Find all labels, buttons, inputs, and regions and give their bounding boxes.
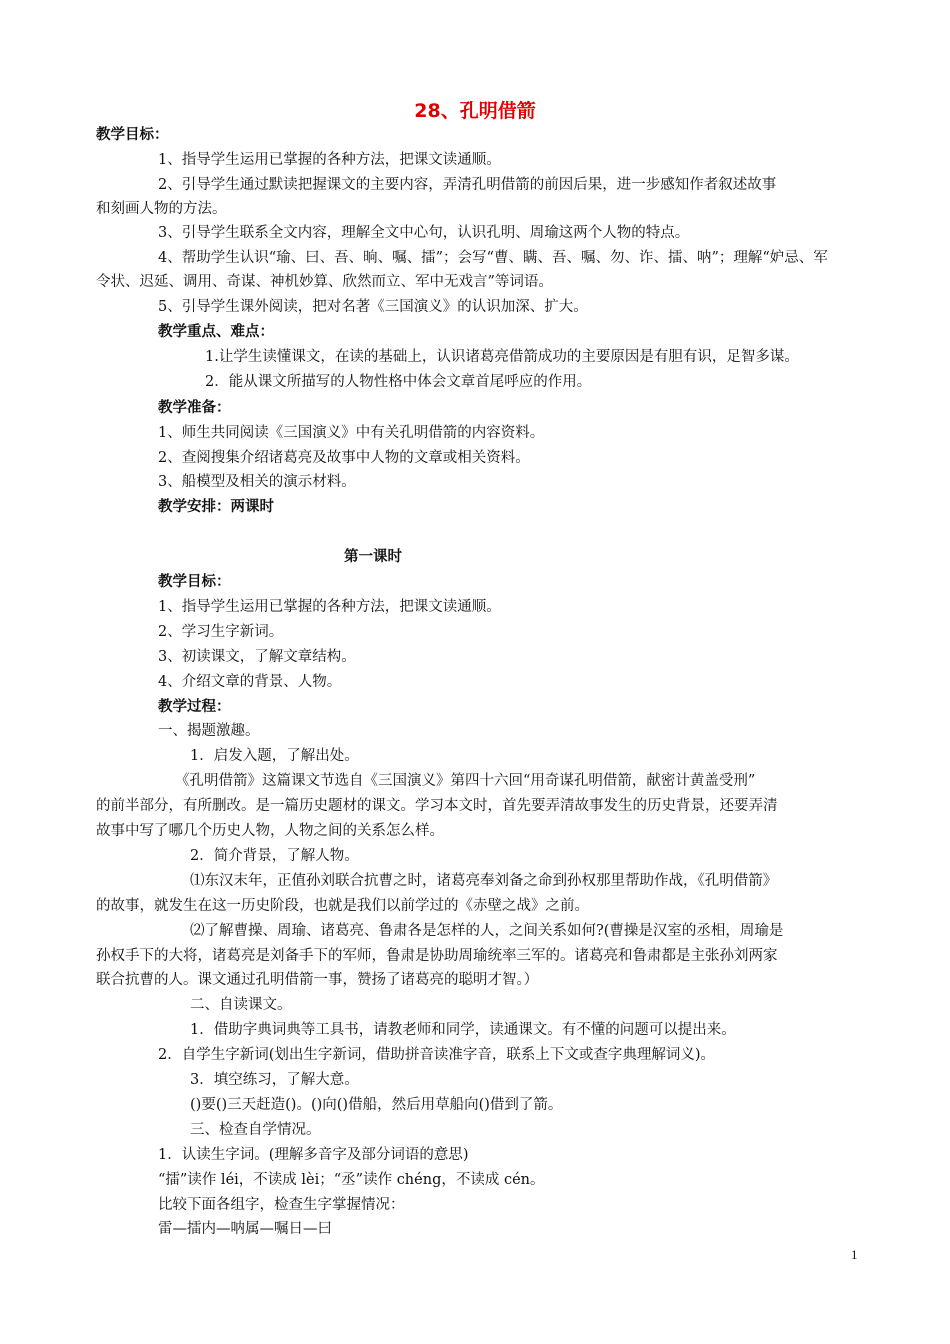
text-line: 5、引导学生课外阅读，把对名著《三国演义》的认识加深、扩大。 <box>158 299 588 315</box>
text-line: 雷—擂内—呐属—嘱日—曰 <box>158 1221 332 1237</box>
text-line: 令状、迟延、调用、奇谋、神机妙算、欣然而立、军中无戏言”等词语。 <box>96 274 553 290</box>
page-number: 1 <box>851 1247 858 1262</box>
text-line: 1.让学生读懂课文，在读的基础上，认识诸葛亮借箭成功的主要原因是有胆有识，足智多谋。 <box>205 349 799 365</box>
section-heading: 教学目标： <box>96 127 169 143</box>
text-line: 2．能从课文所描写的人物性格中体会文章首尾呼应的作用。 <box>205 374 592 390</box>
text-line: 联合抗曹的人。课文通过孔明借箭一事，赞扬了诸葛亮的聪明才智。） <box>96 972 539 988</box>
text-line: 比较下面各组字，检查生字掌握情况： <box>158 1197 405 1213</box>
text-line: 故事中写了哪几个历史人物，人物之间的关系怎么样。 <box>96 823 444 839</box>
text-line: 4、帮助学生认识“瑜、曰、吾、晌、嘱、擂”；会写“曹、瞒、吾、嘱、勿、诈、擂、呐”；理解“妒忌、军 <box>158 250 828 266</box>
section-heading: 教学准备： <box>158 400 231 416</box>
text-line: ⑴东汉末年，正值孙刘联合抗曹之时，诸葛亮奉刘备之命到孙权那里帮助作战，《孔明借箭》 <box>190 873 778 889</box>
text-line: 1．启发入题，了解出处。 <box>190 748 359 764</box>
text-line: 2．自学生字新词(划出生字新词，借助拼音读准字音，联系上下文或查字典理解词义)。 <box>158 1047 716 1063</box>
section-heading: 教学重点、难点： <box>158 324 274 340</box>
text-line: 1、指导学生运用已掌握的各种方法，把课文读通顺。 <box>158 599 501 615</box>
text-line: ⑵了解曹操、周瑜、诸葛亮、鲁肃各是怎样的人，之间关系如何?(曹操是汉室的丞相，周瑜是 <box>190 923 784 939</box>
section-heading: 第一课时 <box>344 549 402 565</box>
text-line: 一、揭题激趣。 <box>158 723 260 739</box>
text-line: 3、船模型及相关的演示材料。 <box>158 474 356 490</box>
text-line: 和刻画人物的方法。 <box>96 201 227 217</box>
text-line: 的故事，就发生在这一历史阶段，也就是我们以前学过的《赤壁之战》之前。 <box>96 898 589 914</box>
section-heading: 教学安排：两课时 <box>158 499 274 515</box>
text-line: 2．简介背景，了解人物。 <box>190 848 359 864</box>
text-line: 二、自读课文。 <box>190 997 292 1013</box>
section-heading: 教学过程： <box>158 699 231 715</box>
text-line: 1．借助字典词典等工具书，请教老师和同学，读通课文。有不懂的问题可以提出来。 <box>190 1022 736 1038</box>
text-line: 3、引导学生联系全文内容，理解全文中心句，认识孔明、周瑜这两个人物的特点。 <box>158 225 690 241</box>
text-line: 《孔明借箭》这篇课文节选自《三国演义》第四十六回“用奇谋孔明借箭，献密计黄盖受刑” <box>175 773 756 789</box>
text-line: 三、检查自学情况。 <box>190 1122 321 1138</box>
text-line: 1．认读生字词。(理解多音字及部分词语的意思) <box>158 1147 469 1163</box>
text-line: 4、介绍文章的背景、人物。 <box>158 674 342 690</box>
text-line: 3．填空练习，了解大意。 <box>190 1072 359 1088</box>
page-title: 28、孔明借箭 <box>414 100 536 122</box>
section-heading: 教学目标： <box>158 574 231 590</box>
text-line: 2、引导学生通过默读把握课文的主要内容，弄清孔明借箭的前因后果，进一步感知作者叙述故事 <box>158 177 777 193</box>
text-line: 1、指导学生运用已掌握的各种方法，把课文读通顺。 <box>158 152 501 168</box>
text-line: 孙权手下的大将，诸葛亮是刘备手下的军师，鲁肃是协助周瑜统率三军的。诸葛亮和鲁肃都是主张孙刘两家 <box>96 948 778 964</box>
text-line: 2、学习生字新词。 <box>158 624 284 640</box>
text-line: 2、查阅搜集介绍诸葛亮及故事中人物的文章或相关资料。 <box>158 450 530 466</box>
text-line: 1、师生共同阅读《三国演义》中有关孔明借箭的内容资料。 <box>158 425 545 441</box>
text-line: 的前半部分，有所删改。是一篇历史题材的课文。学习本文时，首先要弄清故事发生的历史背景，还要弄清 <box>96 798 778 814</box>
text-line: ()要()三天赶造()。()向()借船，然后用草船向()借到了箭。 <box>190 1097 563 1113</box>
text-line: 3、初读课文，了解文章结构。 <box>158 649 356 665</box>
text-line: “擂”读作 léi，不读成 lèi；“丞”读作 chéng，不读成 cén。 <box>158 1172 545 1188</box>
